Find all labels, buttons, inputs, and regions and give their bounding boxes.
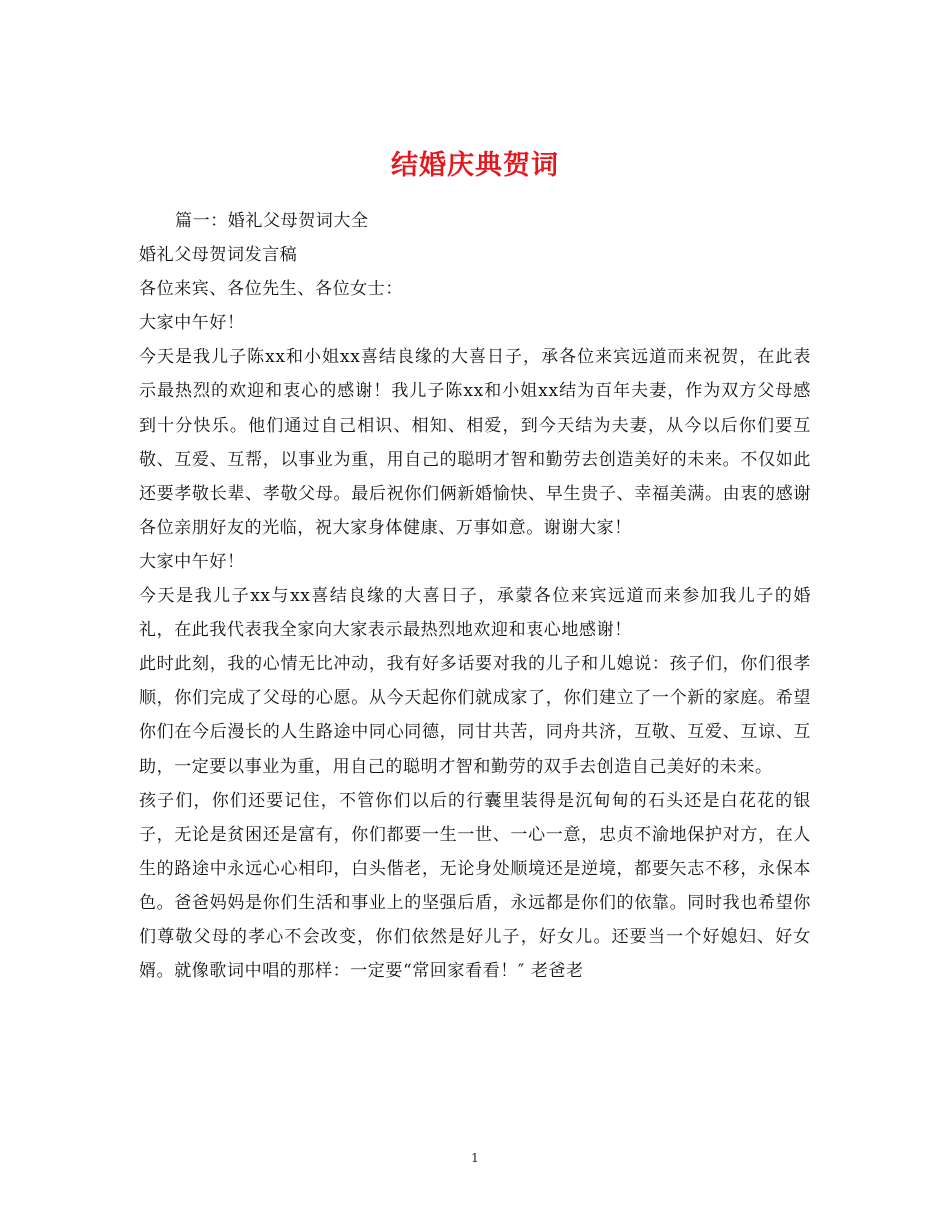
subheading: 婚礼父母贺词发言稿: [139, 245, 298, 266]
paragraph-greeting-1: 大家中午好！: [139, 313, 245, 334]
paragraph-greeting-2: 大家中午好！: [139, 551, 245, 572]
document-title: 结婚庆典贺词: [391, 150, 559, 182]
paragraph-speech-2-body: 此时此刻，我的心情无比冲动，我有好多话要对我的儿子和儿媳说：孩子们，你们很孝顺，你们完成了父母的心愿。从今天起你们就成家了，你们建立了一个新的家庭。希望你们在今后漫长的人生路途中同心同德，同甘共苦，同舟共济，互敬、互爱、互谅、互助，一定要以事业为重，用自己的聪明才智和勤劳的双手去创造自己美好的未来。: [139, 654, 811, 777]
paragraph-speech-2-intro: 今天是我儿子xx与xx喜结良缘的大喜日子，承蒙各位来宾远道而来参加我儿子的婚礼，在此我代表我全家向大家表示最热烈地欢迎和衷心地感谢！: [139, 586, 811, 641]
paragraph-speech-1: 今天是我儿子陈xx和小姐xx喜结良缘的大喜日子，承各位来宾远道而来祝贺，在此表示最热烈的欢迎和衷心的感谢！我儿子陈xx和小姐xx结为百年夫妻，作为双方父母感到十分快乐。他们通过自己相识、相知、相爱，到今天结为夫妻，从今以后你们要互敬、互爱、互帮，以事业为重，用自己的聪明才智和勤劳去创造美好的未来。不仅如此还要孝敬长辈、孝敬父母。最后祝你们俩新婚愉快、早生贵子、幸福美满。由衷的感谢各位亲朋好友的光临，祝大家身体健康、万事如意。谢谢大家！: [139, 347, 811, 538]
paragraph-salutation: 各位来宾、各位先生、各位女士：: [139, 279, 403, 300]
section-heading: 篇一：婚礼父母贺词大全: [175, 211, 369, 231]
paragraph-speech-2-advice: 孩子们，你们还要记住，不管你们以后的行囊里装得是沉甸甸的石头还是白花花的银子，无论是贫困还是富有，你们都要一生一世、一心一意，忠贞不渝地保护对方，在人生的路途中永远心心相印，白头偕老，无论身处顺境还是逆境，都要矢志不移，永保本色。爸爸妈妈是你们生活和事业上的坚强后盾，永远都是你们的依靠。同时我也希望你们尊敬父母的孝心不会改变，你们依然是好儿子，好女儿。还要当一个好媳妇、好女婿。就像歌词中唱的那样：一定要“常回家看看！″ 老爸老: [139, 790, 811, 982]
document-body: [139, 204, 811, 988]
page-number: 1: [471, 1151, 479, 1165]
